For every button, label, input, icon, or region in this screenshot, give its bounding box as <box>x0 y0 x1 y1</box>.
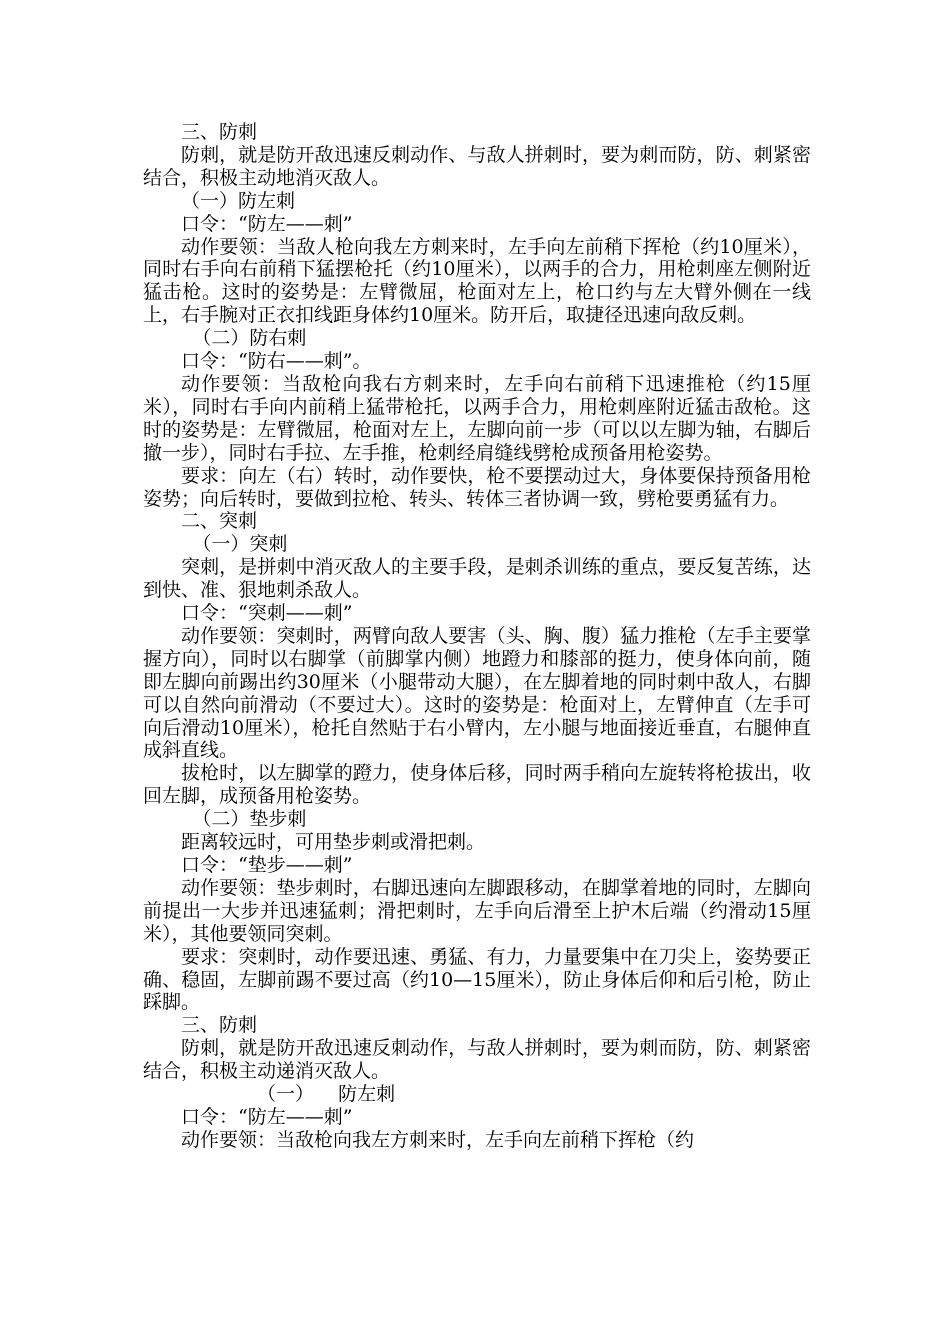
paragraph: 防刺，就是防开敌迅速反刺动作，与敌人拼刺时，要为刺而防，防、刺紧密结合，积极主动递消灭敌人。 <box>143 1037 811 1083</box>
paragraph: 动作要领：当敌枪向我右方刺来时，左手向右前稍下迅速推枪（约15厘米），同时右手向内前稍上猛带枪托，以两手合力，用枪刺座附近猛击敌枪。这时的姿势是：左臂微屈，枪面对左上，左脚向前一步（可以以左脚为轴，右脚后撤一步），同时右手拉、左手推，枪刺经肩缝线劈枪成预备用枪姿势。 <box>143 372 811 464</box>
paragraph: 拔枪时，以左脚掌的蹬力，使身体后移，同时两手稍向左旋转将枪拔出，收回左脚，成预备用枪姿势。 <box>143 762 811 808</box>
paragraph: 动作要领：突刺时，两臂向敌人要害（头、胸、腹）猛力推枪（左手主要掌握方向），同时以右脚掌（前脚掌内侧）地蹬力和膝部的挺力，使身体向前，随即左脚向前踢出约30厘米（小腿带动大腿），在左脚着地的同时刺中敌人，右脚可以自然向前滑动（不要过大）。这时的姿势是：枪面对上，左臂伸直（左手可向后滑动10厘米），枪托自然贴于右小臂内，左小腿与地面接近垂直，右腿伸直成斜直线。 <box>143 624 811 762</box>
section-heading-fangci: 三、防刺 <box>181 121 258 143</box>
paragraph: 动作要领：当敌枪向我左方刺来时，左手向左前稍下挥枪（约 <box>181 1128 695 1151</box>
command-line: 口令：“防左——刺” <box>181 212 353 235</box>
paragraph: 突刺，是拼刺中消灭敌人的主要手段，是刺杀训练的重点，要反复苦练，达到快、准、狠地刺杀敌人。 <box>143 556 811 602</box>
subsection-heading-fang-zuo-ci: （一） 防左刺 <box>257 1083 396 1106</box>
paragraph: 防刺，就是防开敌迅速反刺动作、与敌人拼刺时，要为刺而防，防、刺紧密结合，积极主动地消灭敌人。 <box>143 143 811 189</box>
paragraph: 动作要领：垫步刺时，右脚迅速向左脚跟移动，在脚掌着地的同时，左脚向前提出一大步并迅速猛刺；滑把刺时，左手向后滑至上护木后端（约滑动15厘米），其他要领同突刺。 <box>143 876 811 945</box>
command-line: 口令：“突刺——刺” <box>181 602 353 625</box>
paragraph: 要求：向左（右）转时，动作要快，枪不要摆动过大，身体要保持预备用枪姿势；向后转时，要做到拉枪、转头、转体三者协调一致，劈枪要勇猛有力。 <box>143 464 811 510</box>
paragraph: 距离较远时，可用垫步刺或滑把刺。 <box>181 831 486 854</box>
command-line: 口令：“垫步——刺” <box>181 854 353 876</box>
subsection-heading-dianbu-ci: （二）垫步刺 <box>192 808 307 831</box>
paragraph: 要求：突刺时，动作要迅速、勇猛、有力，力量要集中在刀尖上，姿势要正确、稳固，左脚前踢不要过高（约10—15厘米），防止身体后仰和后引枪，防止踩脚。 <box>143 945 811 1014</box>
section-heading-tuci: 二、突刺 <box>181 510 258 533</box>
subsection-heading-fang-zuo-ci: （一）防左刺 <box>181 189 296 212</box>
command-line: 口令：“防右——刺”。 <box>181 350 372 373</box>
subsection-heading-fang-you-ci: （二）防右刺 <box>192 327 307 350</box>
document-body <box>143 121 811 1152</box>
subsection-heading-tuci: （一）突刺 <box>192 533 288 556</box>
paragraph: 动作要领：当敌人枪向我左方刺来时，左手向左前稍下挥枪（约10厘米），同时右手向右前稍下猛摆枪托（约10厘米），以两手的合力，用枪刺座左侧附近猛击枪。这时的姿势是：左臂微屈，枪面对左上，枪口约与左大臂外侧在一线上，右手腕对正衣扣线距身体约10厘米。防开后，取捷径迅速向敌反刺。 <box>143 235 811 327</box>
command-line: 口令：“防左——刺” <box>181 1105 353 1128</box>
section-heading-fangci: 三、防刺 <box>181 1014 258 1037</box>
